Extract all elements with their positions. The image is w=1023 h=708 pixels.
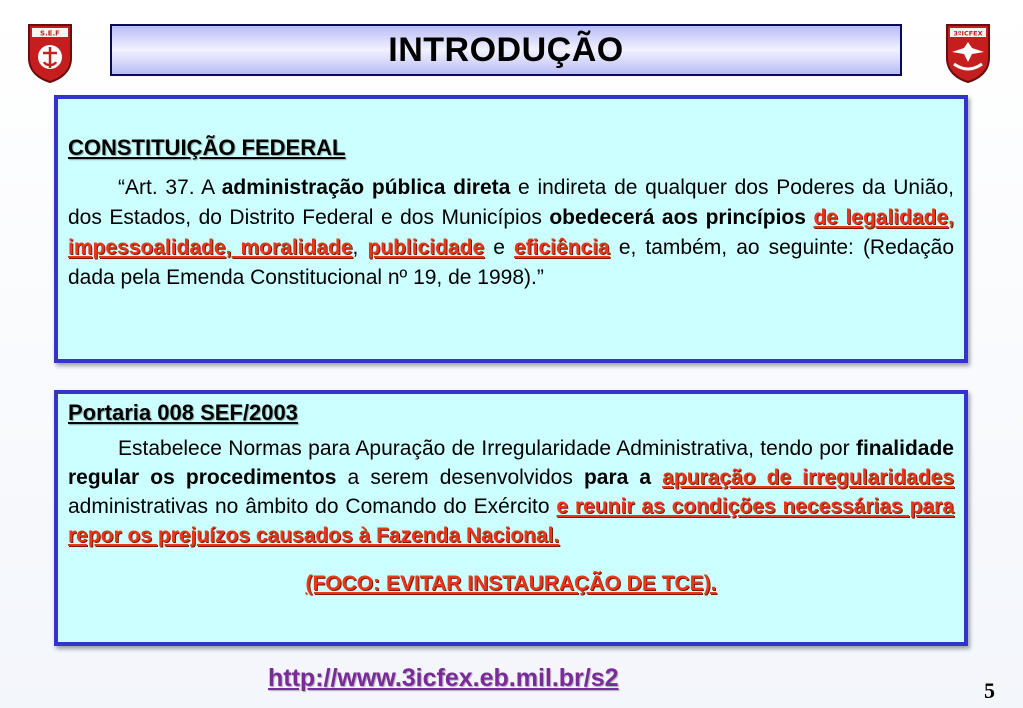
title-bar: [110, 24, 902, 76]
svg-text:S.E.F: S.E.F: [40, 29, 60, 38]
page-title: INTRODUÇÃO: [388, 30, 624, 69]
principle-publicidade: publicidade: [367, 236, 485, 259]
sef-logo: [26, 22, 74, 84]
constitution-heading: CONSTITUIÇÃO FEDERAL: [68, 135, 346, 160]
article-37-text: “Art. 37. A administração pública direta e indireta de qualquer dos Poderes da União, dos Estados, do Distrito Federal e dos Municípios obedecerá aos princípios de legalidade, impessoalidade, moralidade, publicidade e eficiência e, também, ao seguinte: (Redação dada pela Emenda Constitucional nº 19, de 1998).”: [68, 176, 954, 289]
portaria-heading: Portaria 008 SEF/2003: [68, 400, 298, 425]
principle-legalidade: de legalidade: [813, 206, 949, 229]
page-number: 5: [984, 678, 995, 703]
constitution-box: [54, 95, 968, 363]
focus-note: (FOCO: EVITAR INSTAURAÇÃO DE TCE).: [305, 572, 717, 595]
portaria-box: [54, 390, 968, 646]
portaria-text: Estabelece Normas para Apuração de Irregularidade Administrativa, tendo por finalidade regular os procedimentos a serem desenvolvidos para a apuração de irregularidades administrativas no âmbito do Comando do Exército e reunir as condições necessárias para repor os prejuízos causados à Fazenda Nacional.: [68, 437, 955, 547]
footer-link[interactable]: http://www.3icfex.eb.mil.br/s2: [268, 664, 619, 692]
principle-impessoalidade: impessoalidade: [68, 236, 226, 259]
icfex-logo: [944, 22, 992, 84]
svg-text:3ºICFEX: 3ºICFEX: [953, 29, 983, 38]
apuracao-highlight: apuração de irregularidades: [662, 466, 955, 489]
principle-eficiencia: eficiência: [514, 236, 610, 259]
reparacao-highlight: e reunir as condições necessárias para repor os prejuízos causados à Fazenda Nacional.: [68, 495, 954, 547]
principle-moralidade: moralidade: [240, 236, 353, 259]
